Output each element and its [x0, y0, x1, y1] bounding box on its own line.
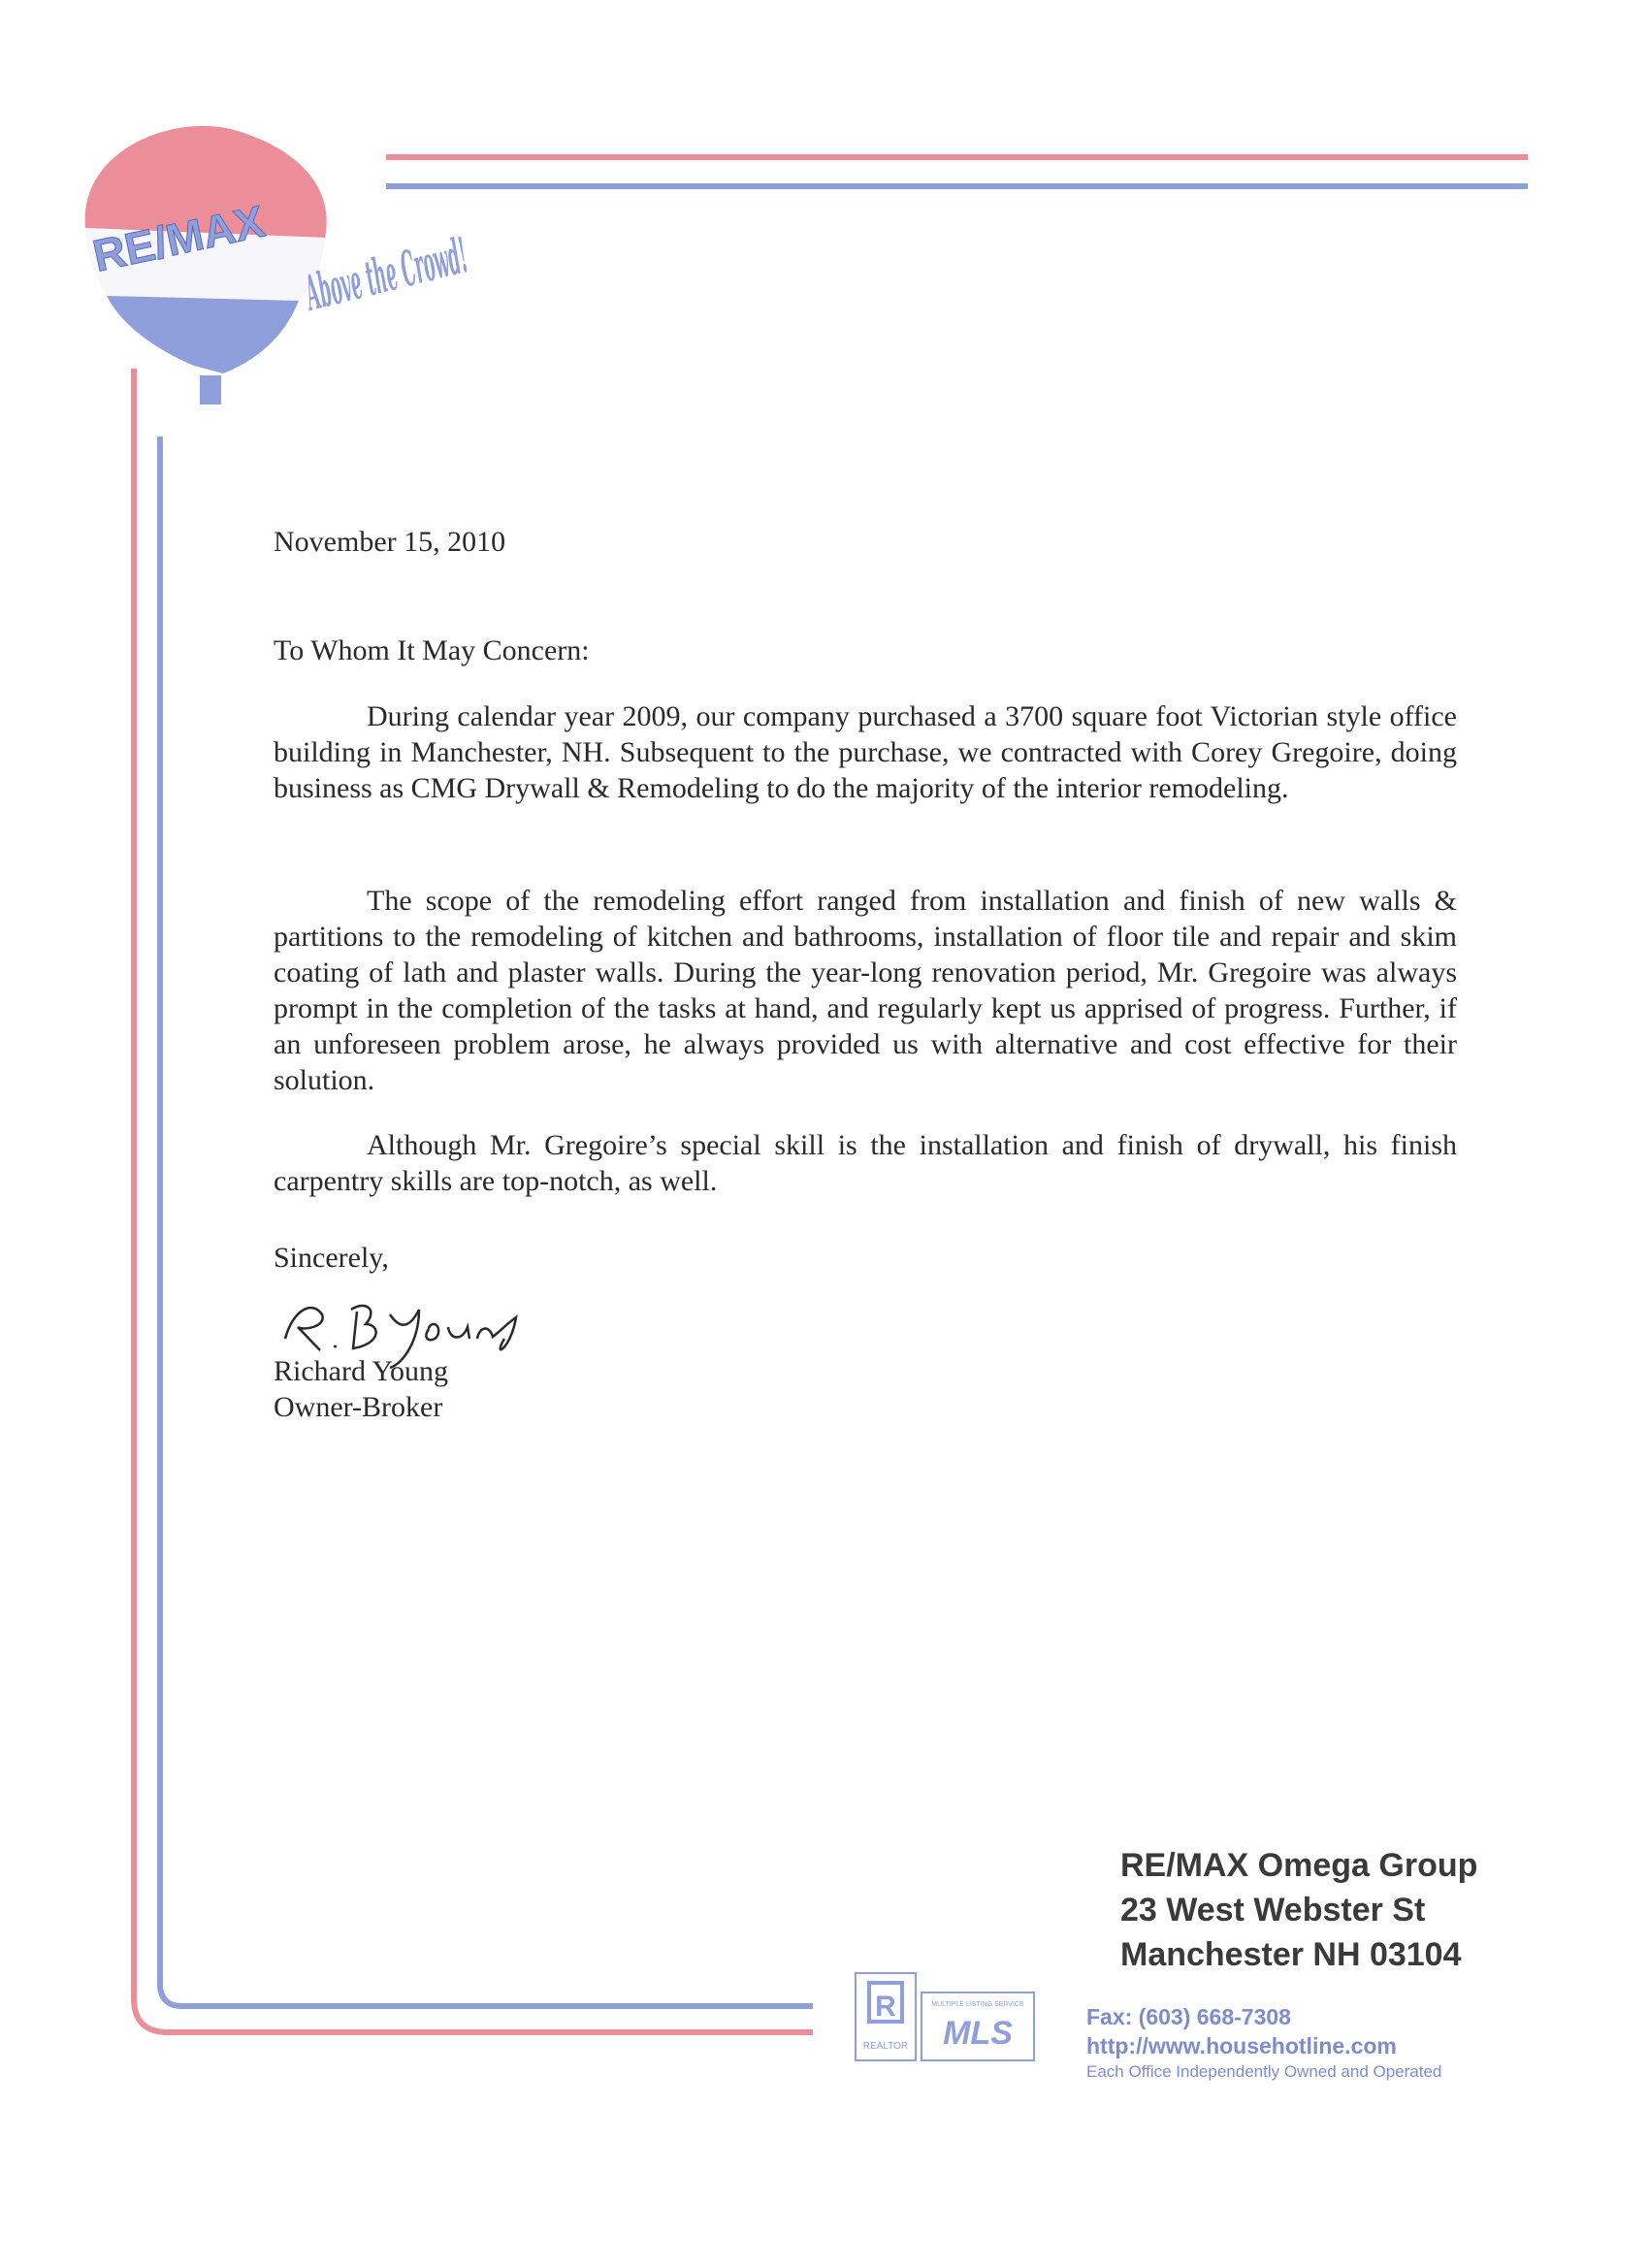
office-name: RE/MAX Omega Group: [1120, 1847, 1478, 1884]
signer-name: Richard Young: [274, 1355, 449, 1387]
office-website[interactable]: http://www.househotline.com: [1086, 2033, 1397, 2058]
mls-caption: MULTIPLE LISTING SERVICE: [931, 2001, 1024, 2008]
balloon-brand-text: RE/MAX: [88, 195, 270, 281]
remax-balloon-logo: [68, 112, 778, 446]
slogan-text: Above the Crowd!: [299, 150, 778, 322]
paragraph-3: Although Mr. Gregoire’s special skill is the installation and finish of drywall, his finish carpentry skills are top-notch, as well.: [274, 1129, 1457, 1197]
balloon-basket: [200, 375, 221, 405]
salutation: To Whom It May Concern:: [274, 634, 590, 666]
letter-date: November 15, 2010: [274, 526, 506, 558]
office-street: 23 West Webster St: [1120, 1892, 1426, 1928]
left-blue-border: [160, 437, 813, 2006]
office-fax: Fax: (603) 668-7308: [1086, 2004, 1291, 2029]
realtor-label: REALTOR: [862, 2041, 909, 2052]
paragraph-2: The scope of the remodeling effort ranged from installation and finish of new walls & partitions to the remodeling of kitchen and bathrooms, installation of floor tile and repair and skim coating of lath and plaster walls. During the year-long renovation period, Mr. Gregoire was always prompt in the completion of the tasks at hand, and regularly kept us apprised of progress. Further, if an unforeseen problem arose, he always provided us with alternative and cost effective for their solution.: [274, 885, 1457, 1096]
svg-text:R: R: [875, 1991, 896, 2023]
closing: Sincerely,: [274, 1242, 389, 1274]
office-city: Manchester NH 03104: [1120, 1936, 1462, 1973]
office-contact: [1086, 2002, 1441, 2084]
left-red-border: [134, 369, 813, 2032]
balloon-blue-band: [107, 296, 299, 373]
paragraph-1: During calendar year 2009, our company purchased a 3700 square foot Victorian style office building in Manchester, NH. Subsequent to the purchase, we contracted with Corey Gregoire, doing business as CMG Drywall & Remodeling to do the majority of the interior remodeling.: [274, 700, 1457, 804]
office-note: Each Office Independently Owned and Operated: [1086, 2062, 1442, 2081]
mls-label: MLS: [943, 2015, 1013, 2052]
signer-title: Owner-Broker: [274, 1391, 443, 1423]
office-address: [1120, 1843, 1477, 1977]
realtor-mls-badges: [854, 1971, 1038, 2064]
